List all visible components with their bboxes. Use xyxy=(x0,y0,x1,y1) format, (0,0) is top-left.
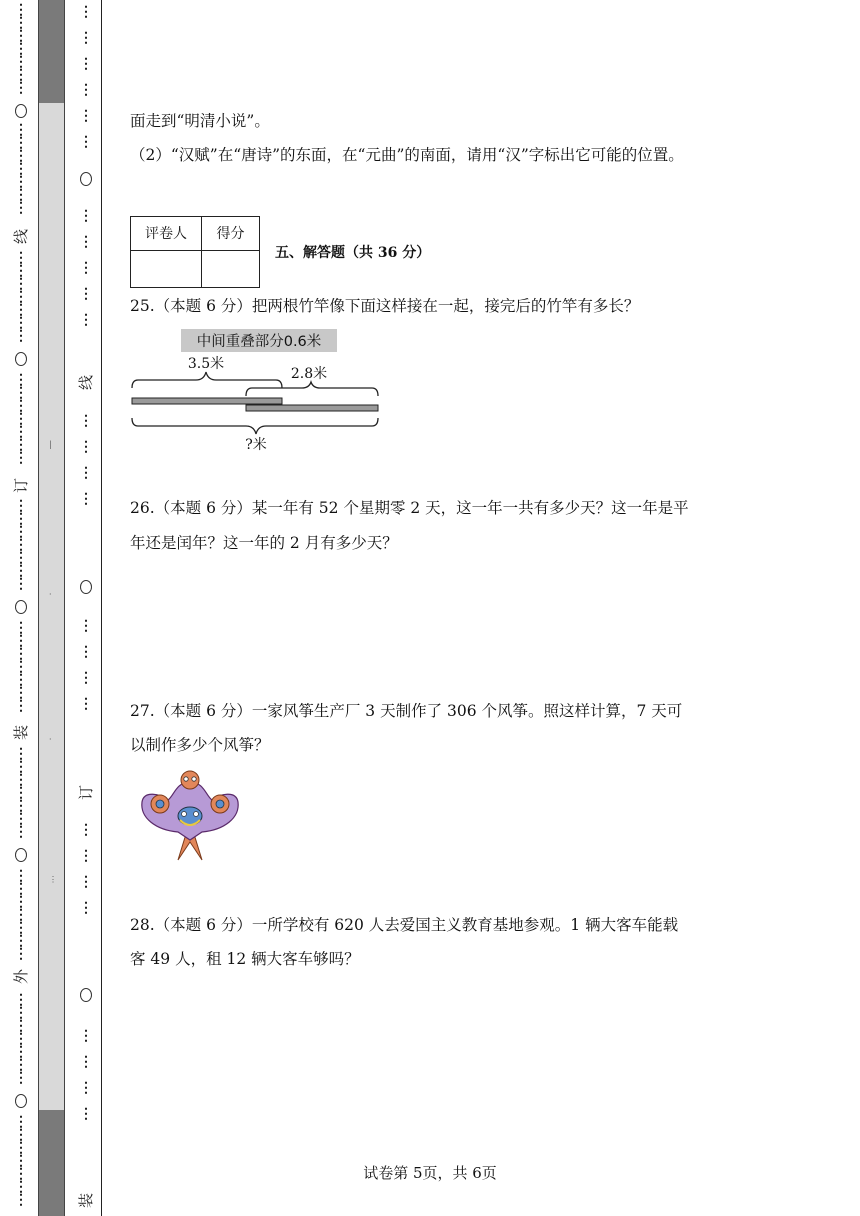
kite-chest-eye xyxy=(182,812,187,817)
page-footer: 试卷第 5页，共 6页 xyxy=(363,1164,497,1182)
dots: ⋮ ⋮ ⋮ ⋮ ⋮ ⋮ xyxy=(79,4,93,150)
binding-gray-strip xyxy=(38,0,65,1216)
score-table-reviewer-cell xyxy=(131,251,202,287)
dots: ⋮ ⋮ ⋮ ⋮ ⋮ ⋮ ⋮ xyxy=(14,868,28,962)
score-table-header-score: 得分 xyxy=(202,217,259,251)
score-table-score-cell xyxy=(202,251,259,287)
binding-circle xyxy=(80,172,92,186)
right-pole-label: 2.8米 xyxy=(290,366,328,382)
dots: ⋮ ⋮ ⋮ ⋮ ⋮ ⋮ ⋮ xyxy=(14,2,28,96)
right-pole-brace xyxy=(246,382,378,396)
question-24-part-2: （2）“汉赋”在“唐诗”的东面，在“元曲”的南面，请用“汉”字标出它可能的位置。 xyxy=(130,146,684,164)
score-table xyxy=(130,216,260,288)
dots: ⋮ ⋮ ⋮ ⋮ ⋮ ⋮ ⋮ xyxy=(14,250,28,344)
dots: ⋮ ⋮ ⋮ ⋮ ⋮ ⋮ ⋮ xyxy=(14,498,28,592)
dots: ⋮ ⋮ ⋮ ⋮ xyxy=(79,822,93,916)
dots: ⋮ ⋮ ⋮ ⋮ ⋮ ⋮ ⋮ xyxy=(14,746,28,840)
question-27-line-1: 27.（本题 6 分）一家风筝生产厂 3 天制作了 306 个风筝。照这样计算，7 天可 xyxy=(130,702,683,720)
total-brace xyxy=(132,418,378,434)
margin-label-xian: 线 xyxy=(12,228,31,245)
question-25: 25.（本题 6 分）把两根竹竿像下面这样接在一起，接完后的竹竿有多长？ xyxy=(130,297,640,315)
strip-tick: · xyxy=(49,590,52,599)
binding-circle xyxy=(15,848,27,862)
binding-margin-outer xyxy=(0,0,38,1216)
kite-wing-dot xyxy=(156,800,164,808)
binding-circle xyxy=(15,104,27,118)
dots: ⋮ ⋮ ⋮ ⋮ ⋮ ⋮ ⋮ xyxy=(14,1114,28,1208)
bamboo-pole-figure xyxy=(126,326,388,454)
question-28-line-2: 客 49 人，租 12 辆大客车够吗？ xyxy=(130,950,360,968)
dots: ⋮ ⋮ ⋮ ⋮ ⋮ ⋮ ⋮ xyxy=(14,620,28,714)
binding-circle xyxy=(15,352,27,366)
left-pole-label: 3.5米 xyxy=(187,356,225,372)
question-27-line-2: 以制作多少个风筝？ xyxy=(130,736,270,754)
dots: ⋮ ⋮ ⋮ ⋮ ⋮ ⋮ ⋮ xyxy=(14,122,28,216)
dots: ⋮ ⋮ ⋮ ⋮ xyxy=(79,413,93,507)
binding-circle xyxy=(80,988,92,1002)
inner-label-xian: 线 xyxy=(77,374,96,391)
binding-circle xyxy=(15,1094,27,1108)
score-table-header-reviewer: 评卷人 xyxy=(131,217,202,251)
question-28-line-1: 28.（本题 6 分）一所学校有 620 人去爱国主义教育基地参观。1 辆大客车能载 xyxy=(130,916,679,934)
binding-circle xyxy=(80,580,92,594)
dots: ⋮ ⋮ ⋮ ⋮ ⋮ ⋮ ⋮ xyxy=(14,992,28,1086)
right-pole xyxy=(246,405,378,411)
strip-tick: | xyxy=(49,440,52,449)
kite-wing-dot xyxy=(216,800,224,808)
left-pole xyxy=(132,398,282,404)
gray-strip-dark-top xyxy=(39,0,64,103)
dots: ⋮ ⋮ ⋮ ⋮ ⋮ xyxy=(79,208,93,328)
left-pole-brace xyxy=(132,372,282,388)
binding-margin-inner xyxy=(70,0,102,1216)
dots: ⋮ ⋮ ⋮ ⋮ ⋮ ⋮ ⋮ xyxy=(14,372,28,466)
margin-label-zhuang: 装 xyxy=(12,724,31,741)
inner-label-ding: 订 xyxy=(77,784,96,801)
question-26-line-1: 26.（本题 6 分）某一年有 52 个星期零 2 天，这一年一共有多少天？这一年是平 xyxy=(130,499,689,517)
margin-label-ding: 订 xyxy=(12,477,31,494)
kite-eye xyxy=(184,777,188,781)
strip-tick: ⋮ xyxy=(49,875,57,884)
binding-circle xyxy=(15,600,27,614)
dots: ⋮ ⋮ ⋮ ⋮ xyxy=(79,1028,93,1122)
continued-line: 面走到“明清小说”。 xyxy=(130,112,270,130)
outer-dotted-column xyxy=(11,0,31,1216)
total-length-label: ?米 xyxy=(245,437,267,453)
kite-chest-eye xyxy=(194,812,199,817)
question-26-line-2: 年还是闰年？这一年的 2 月有多少天？ xyxy=(130,534,398,552)
section-title: 五、解答题（共 36 分） xyxy=(275,245,431,261)
strip-tick: · xyxy=(49,735,52,744)
dots: ⋮ ⋮ ⋮ ⋮ xyxy=(79,618,93,712)
margin-label-wai: 外 xyxy=(12,968,31,985)
kite-eye xyxy=(192,777,196,781)
inner-label-zhuang: 装 xyxy=(77,1192,96,1209)
overlap-label: 中间重叠部分0.6米 xyxy=(196,334,322,350)
kite-illustration xyxy=(138,768,244,864)
